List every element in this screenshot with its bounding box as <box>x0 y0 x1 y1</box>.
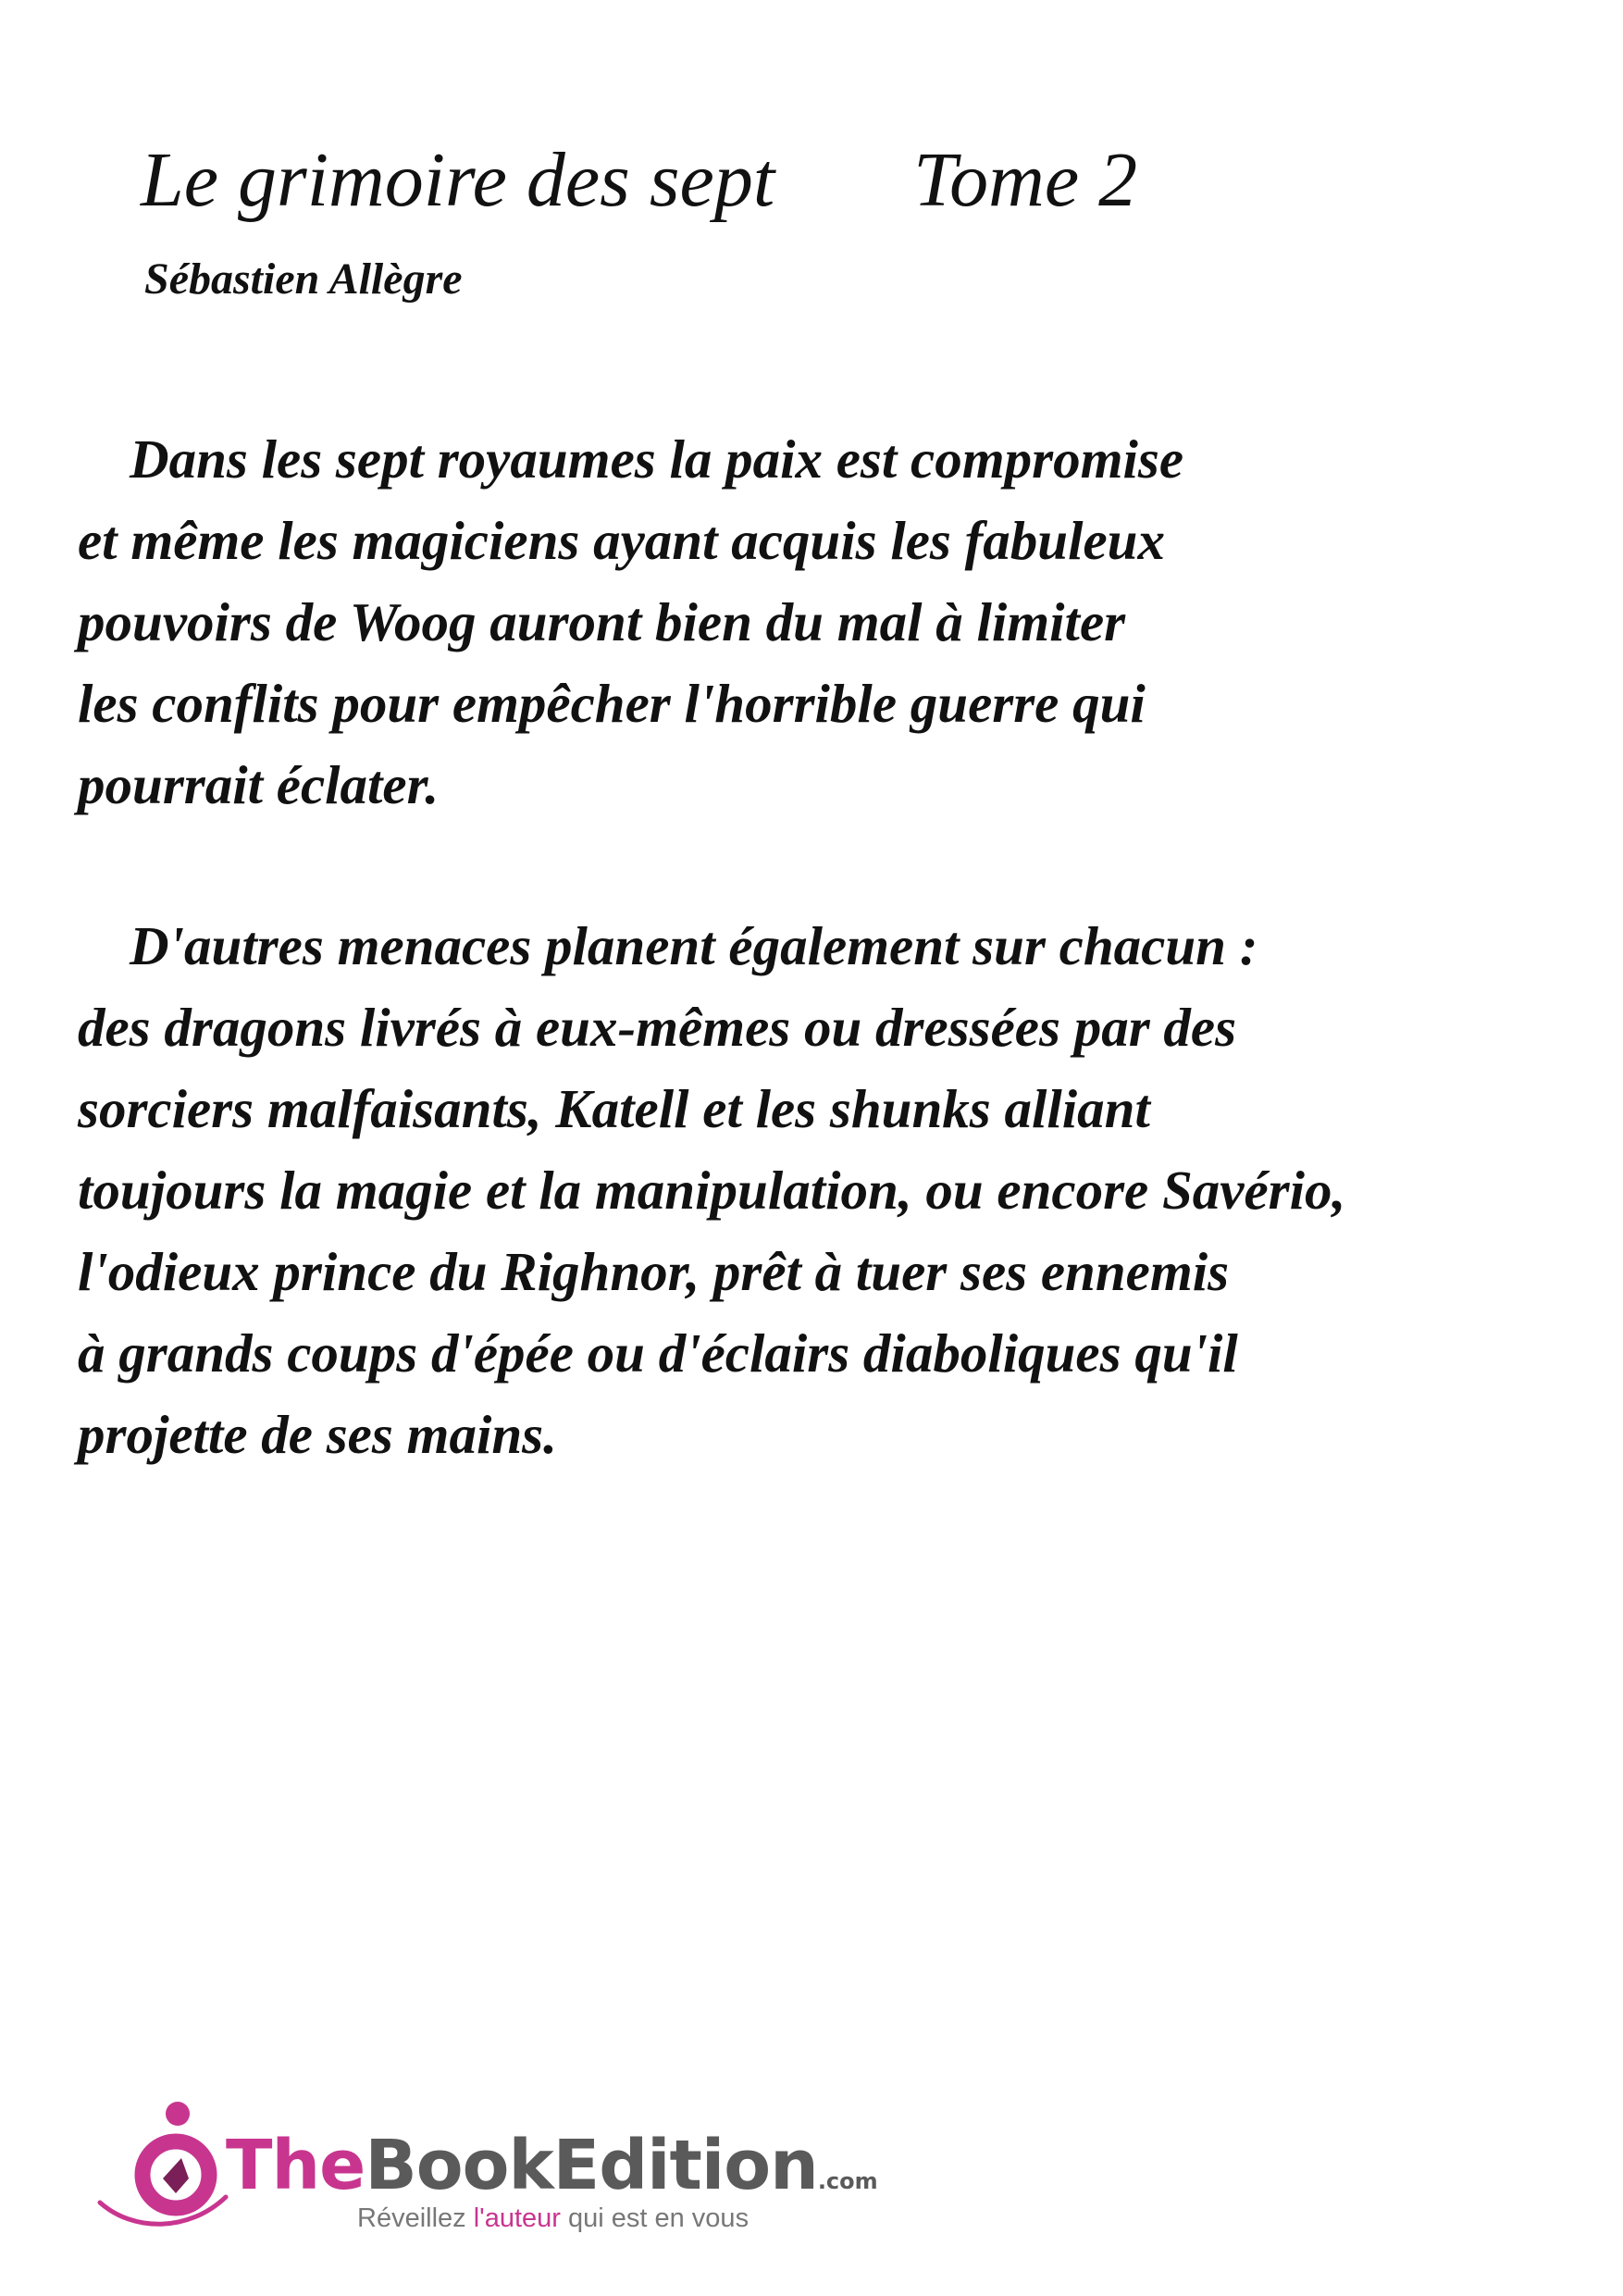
paragraph-line: pouvoirs de Woog auront bien du mal à limiter <box>78 591 1126 652</box>
thebookedition-logo-icon <box>96 2093 235 2232</box>
paragraph-line: pourrait éclater. <box>78 754 440 815</box>
paragraph-line: et même les magiciens ayant acquis les fabuleux <box>78 510 1165 571</box>
publisher-logo <box>96 2093 892 2232</box>
paragraph-line: l'odieux prince du Righnor, prêt à tuer ses ennemis <box>78 1241 1230 1302</box>
paragraph-line: les conflits pour empêcher l'horrible guerre qui <box>78 673 1146 734</box>
wordmark-book: Book <box>365 2126 553 2205</box>
paragraph-line: à grands coups d'épée ou d'éclairs diaboliques qu'il <box>78 1322 1238 1384</box>
wordmark-the: The <box>226 2126 365 2205</box>
book-author: Sébastien Allègre <box>144 254 463 304</box>
book-title-line <box>141 130 1137 231</box>
paragraph-line: projette de ses mains. <box>78 1404 557 1465</box>
summary-paragraph-2 <box>78 905 1521 1475</box>
wordmark-edition: Edition <box>552 2126 818 2205</box>
paragraph-line: D'autres menaces planent également sur chacun : <box>130 915 1258 976</box>
tagline-start: Réveillez <box>357 2203 474 2233</box>
wordmark-com: .com <box>817 2168 878 2194</box>
publisher-tagline <box>357 2203 749 2234</box>
book-tome: Tome 2 <box>913 137 1138 223</box>
paragraph-line: sorciers malfaisants, Katell et les shunks alliant <box>78 1078 1150 1139</box>
paragraph-line: toujours la magie et la manipulation, ou encore Savério, <box>78 1160 1346 1221</box>
tagline-end: qui est en vous <box>560 2203 750 2233</box>
book-title: Le grimoire des sept <box>141 137 775 223</box>
paragraph-line: Dans les sept royaumes la paix est compromise <box>130 428 1184 490</box>
tagline-accent: l'auteur <box>473 2203 561 2233</box>
paragraph-line: des dragons livrés à eux-mêmes ou dressées par des <box>78 997 1237 1058</box>
summary-paragraph-1 <box>78 418 1521 825</box>
